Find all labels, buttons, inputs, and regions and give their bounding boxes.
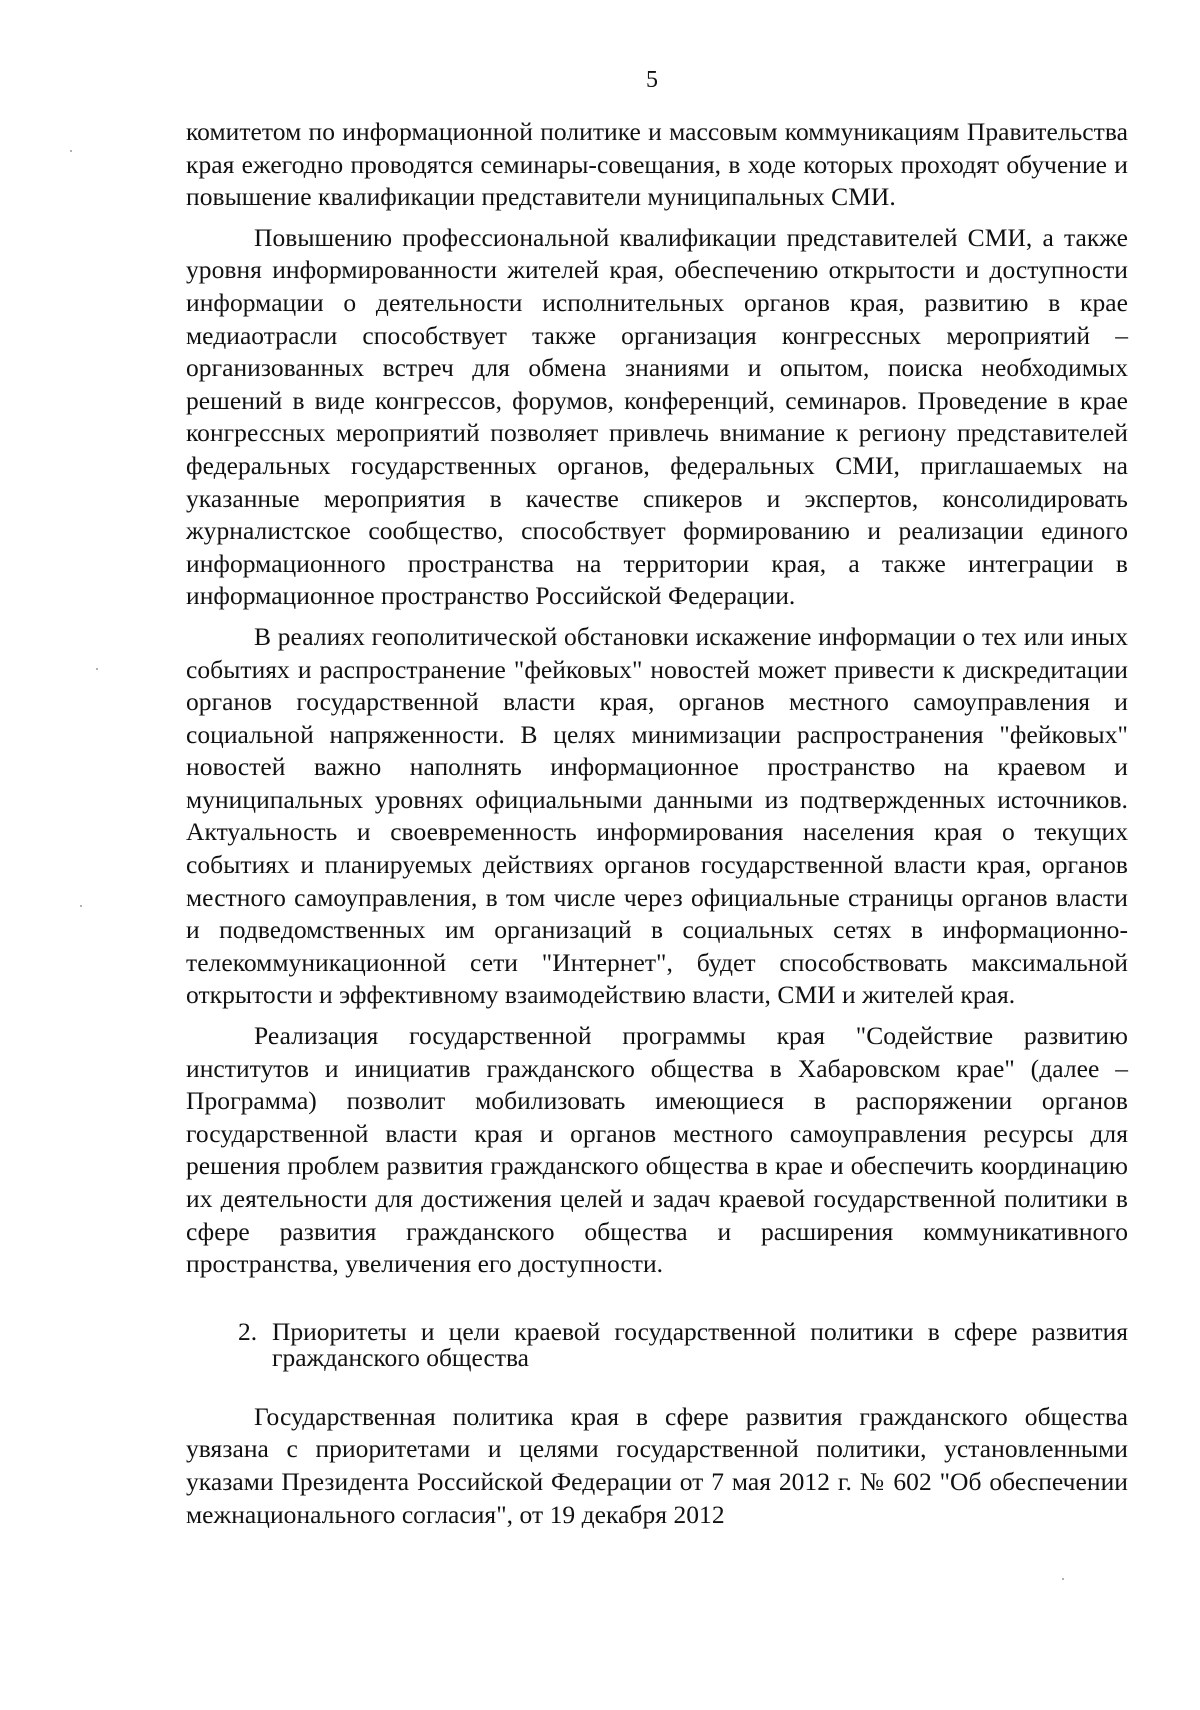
paragraph-state-policy: Государственная политика края в сфере развития гражданского общества увязана с приоритетами и целями государственной политики, установленными указами Президента Российской Федерации от 7 мая 2012 г. № 602 "Об обеспечении межнационального согласия", от 19 декабря 2012: [186, 1401, 1128, 1529]
document-body: [186, 116, 1128, 1531]
scan-speck: [70, 150, 72, 152]
page-number: 5: [646, 67, 658, 93]
scan-speck: [1062, 1578, 1064, 1580]
section-heading: [238, 1316, 1128, 1372]
paragraph-continuation: комитетом по информационной политике и массовым коммуникациям Правительства края ежегодно проводятся семинары-совещания, в ходе которых проходят обучение и повышение квалификации представители муниципальных СМИ.: [186, 117, 1128, 212]
paragraph-congress-events: Повышению профессиональной квалификации представителей СМИ, а также уровня информированности жителей края, обеспечению открытости и доступности информации о деятельности исполнительных органов края, развитию в крае медиаотрасли способствует также организация конгрессных мероприятий – организованных встреч для обмена знаниями и опытом, поиска необходимых решений в виде конгрессов, форумов, конференций, семинаров. Проведение в крае конгрессных мероприятий позволяет привлечь внимание к региону представителей федеральных государственных органов, федеральных СМИ, приглашаемых на указанные мероприятия в качестве спикеров и экспертов, консолидировать журналистское сообщество, способствует формированию и реализации единого информационного пространства на территории края, а также интеграции в информационное пространство Российской Федерации.: [186, 222, 1128, 611]
paragraph-fake-news: В реалиях геополитической обстановки искажение информации о тех или иных событиях и распространение "фейковых" новостей может привести к дискредитации органов государственной власти края, органов местного самоуправления и социальной напряженности. В целях минимизации распространения "фейковых" новостей важно наполнять информационное пространство на краевом и муниципальных уровнях официальными данными из подтвержденных источников. Актуальность и своевременность информирования населения края о текущих событиях и планируемых действиях органов государственной власти края, органов местного самоуправления, в том числе через официальные страницы органов власти и подведомственных им организаций в социальных сетях в информационно-телекоммуникационной сети "Интернет", будет способствовать максимальной открытости и эффективному взаимодействию власти, СМИ и жителей края.: [186, 621, 1128, 1010]
section-title: Приоритеты и цели краевой государственной политики в сфере развития гражданского общества: [272, 1316, 1128, 1372]
paragraph-program: Реализация государственной программы края "Содействие развитию институтов и инициатив гражданского общества в Хабаровском крае" (далее – Программа) позволит мобилизовать имеющиеся в распоряжении органов государственной власти края и органов местного самоуправления ресурсы для решения проблем развития гражданского общества в крае и обеспечить координацию их деятельности для достижения целей и задач краевой государственной политики в сфере развития гражданского общества и расширения коммуникативного пространства, увеличения его доступности.: [186, 1021, 1128, 1279]
section-number: 2.: [238, 1316, 258, 1346]
scan-speck: [80, 905, 82, 907]
scan-speck: [96, 668, 98, 670]
